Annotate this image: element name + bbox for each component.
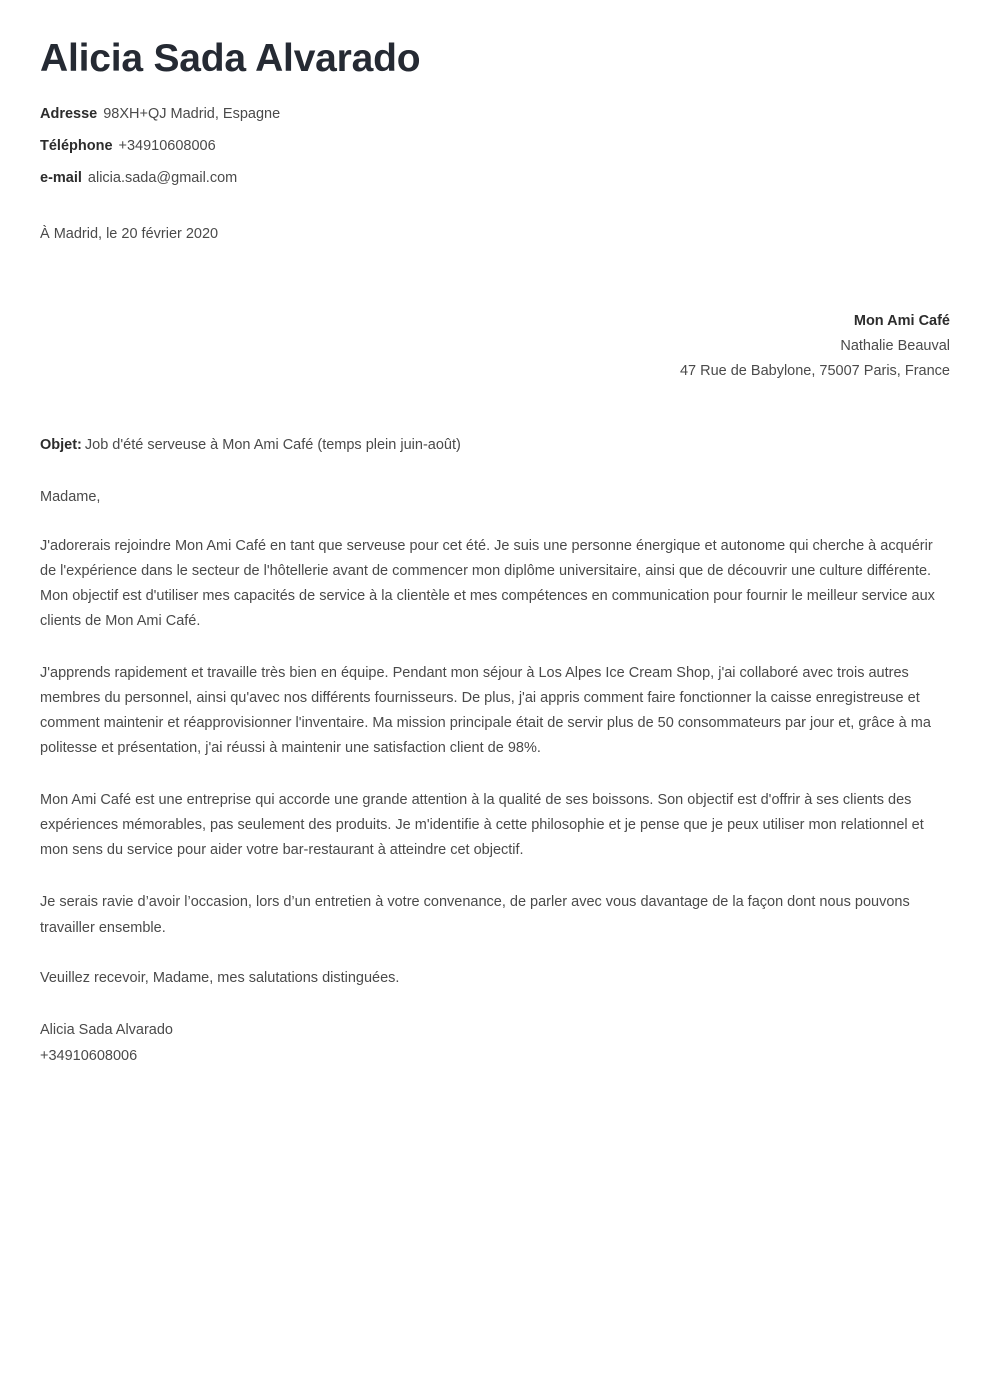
body-paragraph: Mon Ami Café est une entreprise qui accorde une grande attention à la qualité de ses boissons. Son objectif est d'offrir à ses clients des expériences mémorables, pas seulement des produits. Je m'identifie à cette philosophie et je pense que je peux utiliser mon relationnel et mon sens du service pour aider votre bar-restaurant à atteindre cet objectif. [40, 792, 924, 859]
signature-name: Alicia Sada Alvarado [40, 1022, 173, 1039]
contact-value-adresse: 98XH+QJ Madrid, Espagne [103, 105, 281, 122]
body-paragraph: Je serais ravie d’avoir l’occasion, lors d’un entretien à votre convenance, de parler avec vous davantage de la façon dont nous pouvons travailler ensemble. [40, 894, 910, 936]
salutation: Madame, [40, 488, 101, 505]
recipient-company: Mon Ami Café [853, 313, 950, 330]
contact-label-adresse: Adresse [40, 105, 98, 122]
contact-row-email [40, 171, 950, 187]
contact-value-email: alicia.sada@gmail.com [87, 169, 238, 186]
contact-details [40, 107, 950, 187]
contact-row-adresse [40, 107, 950, 123]
closing-line: Veuillez recevoir, Madame, mes salutations distinguées. [40, 969, 400, 986]
subject-line [40, 436, 950, 455]
contact-label-telephone: Téléphone [40, 137, 113, 154]
date-line: À Madrid, le 20 février 2020 [40, 225, 219, 242]
contact-label-email: e-mail [40, 169, 82, 186]
page-title: Alicia Sada Alvarado [40, 37, 421, 80]
recipient-person: Nathalie Beauval [840, 338, 950, 355]
recipient-address: 47 Rue de Babylone, 75007 Paris, France [679, 362, 950, 379]
body-paragraph: J'apprends rapidement et travaille très bien en équipe. Pendant mon séjour à Los Alpes Ice Cream Shop, j'ai collaboré avec trois autres membres du personnel, ainsi qu'avec nos différents fournisseurs. De plus, j'ai appris comment faire fonctionner la caisse enregistreuse et comment maintenir et réapprovisionner l'inventaire. Ma mission principale était de servir plus de 50 consommateurs par jour et, grâce à ma politesse et présentation, j'ai réussi à maintenir une satisfaction client de 98%. [40, 664, 931, 757]
subject-text: Job d'été serveuse à Mon Ami Café (temps plein juin-août) [84, 436, 461, 453]
signature-phone: +34910608006 [40, 1047, 138, 1064]
contact-value-telephone: +34910608006 [118, 137, 216, 154]
contact-row-telephone [40, 139, 950, 155]
signature-block [40, 1018, 950, 1069]
recipient-address-block [40, 309, 950, 384]
body-paragraph: J'adorerais rejoindre Mon Ami Café en tant que serveuse pour cet été. Je suis une personne énergique et autonome qui cherche à acquérir de l'expérience dans le secteur de l'hôtellerie avant de commencer mon diplôme universitaire, ainsi que de découvrir une culture différente. Mon objectif est d'utiliser mes capacités de service à la clientèle et mes compétences en communication pour fournir le meilleur service aux clients de Mon Ami Café. [40, 537, 935, 629]
subject-label: Objet: [40, 436, 82, 453]
